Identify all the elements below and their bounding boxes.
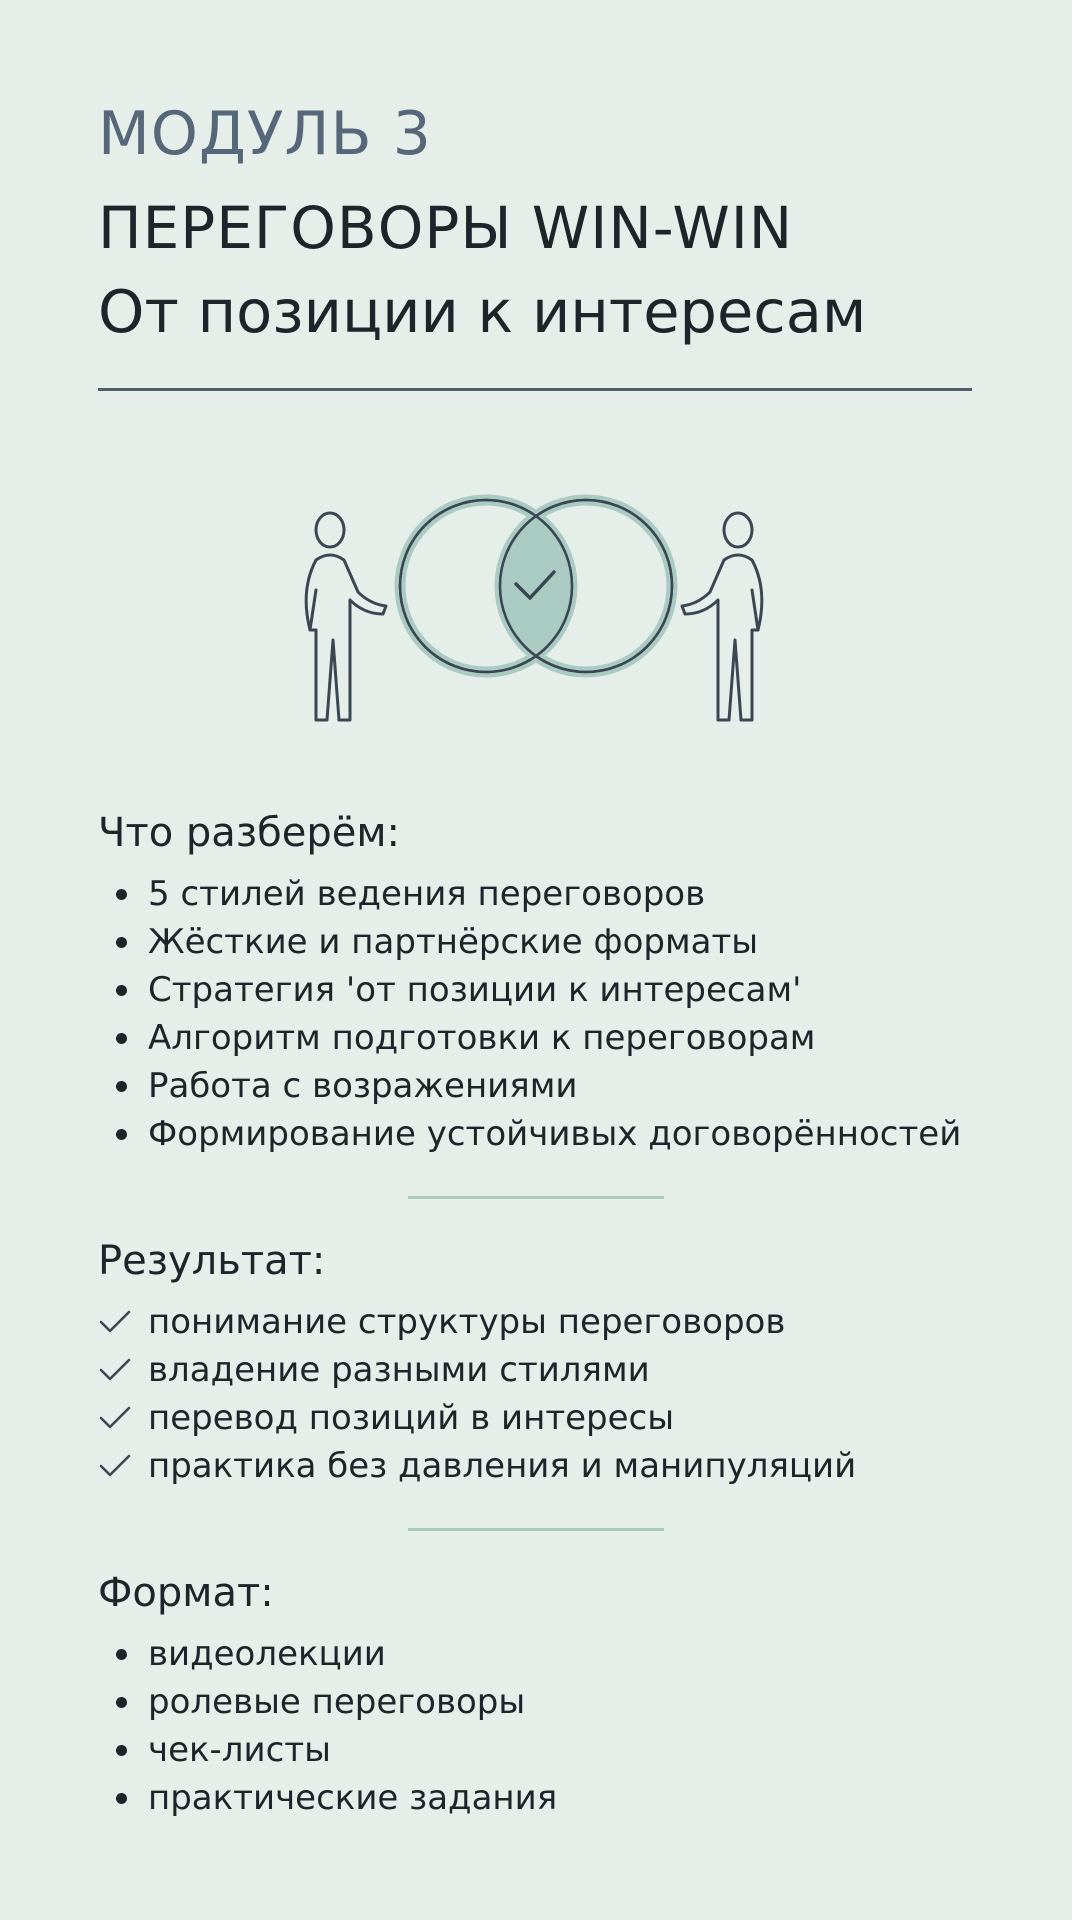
list-item-text: Алгоритм подготовки к переговорам	[148, 1018, 816, 1058]
bullet-icon	[116, 1793, 127, 1804]
page-subtitle: От позиции к интересам	[98, 277, 867, 346]
bullet-icon	[116, 937, 127, 948]
list-item	[112, 966, 961, 1014]
list-item-text: перевод позиций в интересы	[148, 1398, 675, 1438]
list-item	[112, 1726, 557, 1774]
topics-heading: Что разберём:	[98, 810, 401, 856]
checkmark-icon	[98, 1452, 132, 1480]
section-divider	[408, 1528, 664, 1531]
list-item-text: ролевые переговоры	[148, 1682, 526, 1722]
bullet-icon	[116, 1033, 127, 1044]
list-item-text: понимание структуры переговоров	[148, 1302, 786, 1342]
page-title: ПЕРЕГОВОРЫ WIN-WIN	[98, 194, 794, 262]
list-item-text: Жёсткие и партнёрские форматы	[148, 922, 759, 962]
list-item	[112, 1630, 557, 1678]
list-item-text: Стратегия 'от позиции к интересам'	[148, 970, 802, 1010]
list-item	[112, 1678, 557, 1726]
person-left-icon	[306, 513, 386, 720]
list-item	[112, 1110, 961, 1158]
bullet-icon	[116, 1081, 127, 1092]
list-item	[112, 1774, 557, 1822]
topics-list	[112, 870, 961, 1158]
bullet-icon	[116, 1129, 127, 1140]
win-win-illustration	[280, 480, 800, 740]
list-item-text: владение разными стилями	[148, 1350, 650, 1390]
checkmark-icon	[98, 1404, 132, 1432]
list-item	[112, 918, 961, 966]
list-item-text: Формирование устойчивых договорённостей	[148, 1114, 962, 1154]
list-item	[98, 1442, 856, 1490]
list-item-text: 5 стилей ведения переговоров	[148, 874, 706, 914]
bullet-icon	[116, 1745, 127, 1756]
list-item	[112, 1062, 961, 1110]
person-right-icon	[682, 513, 762, 720]
results-list	[98, 1298, 856, 1490]
list-item-text: практика без давления и манипуляций	[148, 1446, 857, 1486]
list-item	[98, 1346, 856, 1394]
list-item	[112, 1014, 961, 1062]
checkmark-icon	[98, 1308, 132, 1336]
bullet-icon	[116, 889, 127, 900]
list-item-text: Работа с возражениями	[148, 1066, 578, 1106]
venn-overlap	[400, 500, 672, 672]
module-label: МОДУЛЬ 3	[98, 99, 432, 169]
list-item-text: практические задания	[148, 1778, 558, 1818]
format-list	[112, 1630, 557, 1822]
list-item-text: видеолекции	[148, 1634, 386, 1674]
list-item	[98, 1394, 856, 1442]
bullet-icon	[116, 1697, 127, 1708]
format-heading: Формат:	[98, 1570, 274, 1616]
bullet-icon	[116, 1649, 127, 1660]
list-item-text: чек-листы	[148, 1730, 331, 1770]
header-divider	[98, 388, 972, 391]
results-heading: Результат:	[98, 1238, 326, 1284]
list-item	[112, 870, 961, 918]
checkmark-icon	[98, 1356, 132, 1384]
bullet-icon	[116, 985, 127, 996]
section-divider	[408, 1196, 664, 1199]
list-item	[98, 1298, 856, 1346]
